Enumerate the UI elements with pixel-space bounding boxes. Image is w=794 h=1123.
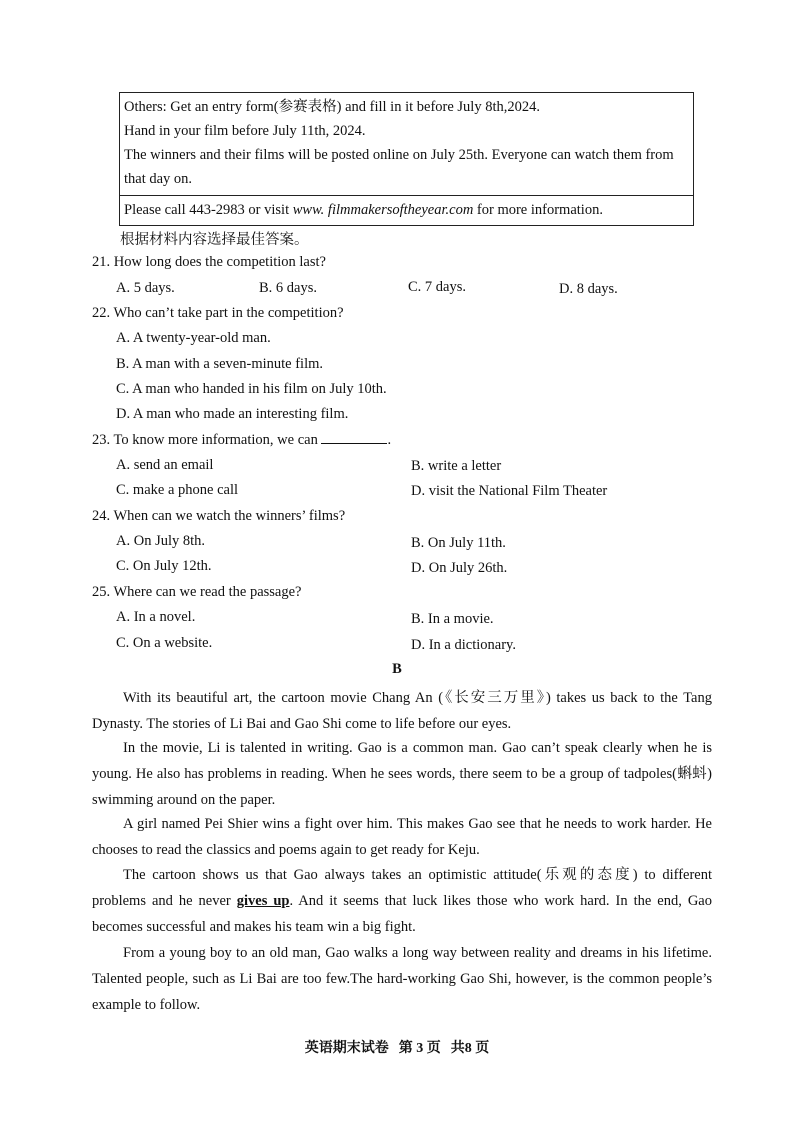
- q24-option-c: C. On July 12th.: [116, 558, 212, 574]
- q23-option-c: C. make a phone call: [116, 482, 238, 498]
- q21-option-d: D. 8 days.: [559, 281, 618, 297]
- passage-paragraph-1: With its beautiful art, the cartoon movie Chang An (《长安三万里》) takes us back to the Tang Dynasty. The stories of Li Bai and Gao Shi come to life before our eyes.: [92, 690, 712, 732]
- para4-text-after: . And it seems that luck likes those who work hard. In the end, Gao becomes successful and makes his team win a big fight.: [92, 893, 712, 935]
- q25-option-c: C. On a website.: [116, 635, 213, 651]
- q22-option-c: C. A man who handed in his film on July 10th.: [116, 381, 387, 397]
- q24-option-b: B. On July 11th.: [411, 535, 506, 551]
- notice-line-hand-in: Hand in your film before July 11th, 2024.: [124, 123, 366, 139]
- section-b-heading: B: [392, 661, 402, 677]
- q23-option-b: B. write a letter: [411, 458, 502, 474]
- q21-option-c: C. 7 days.: [408, 279, 466, 295]
- q23-stem-text: 23. To know more information, we can: [92, 432, 322, 448]
- q25-option-b: B. In a movie.: [411, 611, 494, 627]
- q22-option-d: D. A man who made an interesting film.: [116, 406, 349, 422]
- contact-prefix: Please call 443-2983 or visit: [124, 202, 293, 218]
- contact-suffix: for more information.: [473, 202, 603, 218]
- footer-total-pages: 共8 页: [450, 1041, 490, 1056]
- passage-paragraph-3: A girl named Pei Shier wins a fight over him. This makes Gao see that he needs to work harder. He chooses to read the classics and poems again to get ready for Keju.: [92, 816, 712, 858]
- q25-option-a: A. In a novel.: [116, 609, 196, 625]
- notice-contact: [120, 195, 693, 225]
- question-24-stem: 24. When can we watch the winners’ films?: [92, 508, 346, 524]
- page-footer: [0, 1037, 794, 1057]
- question-22-stem: 22. Who can’t take part in the competition?: [92, 305, 344, 321]
- question-25-stem: 25. Where can we read the passage?: [92, 584, 302, 600]
- q22-option-b: B. A man with a seven-minute film.: [116, 356, 324, 372]
- passage-paragraph-4: [92, 862, 712, 940]
- q23-answer-blank: [321, 431, 387, 444]
- notice-details: [120, 93, 693, 195]
- question-23-stem: [92, 431, 391, 449]
- notice-box: [119, 92, 694, 226]
- q23-option-a: A. send an email: [116, 457, 214, 473]
- contact-url: www. filmmakersoftheyear.com: [292, 202, 474, 218]
- passage-paragraph-2: In the movie, Li is talented in writing. Gao is a common man. Gao can’t speak clearly when he is young. He also has problems in reading. When he sees words, there seem to be a group of tadpoles(蝌蚪) swimming around on the paper.: [92, 740, 712, 808]
- para4-text-before: The cartoon shows us that Gao always takes an optimistic attitude(乐观的态度) to different problems and he never: [92, 867, 712, 909]
- q22-option-a: A. A twenty-year-old man.: [116, 330, 271, 346]
- footer-page-number: 第 3 页: [398, 1041, 441, 1056]
- notice-line-entry-form: Others: Get an entry form(参赛表格) and fill in it before July 8th,2024.: [124, 99, 540, 115]
- q24-option-a: A. On July 8th.: [116, 533, 206, 549]
- question-21-stem: 21. How long does the competition last?: [92, 254, 326, 270]
- q23-option-d: D. visit the National Film Theater: [411, 483, 608, 499]
- q23-stem-period: .: [387, 432, 392, 448]
- q25-option-d: D. In a dictionary.: [411, 637, 516, 653]
- instruction: 根据材料内容选择最佳答案。: [120, 232, 309, 248]
- notice-line-winners: The winners and their films will be posted online on July 25th. Everyone can watch them from that day on.: [124, 147, 674, 187]
- q21-option-a: A. 5 days.: [116, 280, 175, 296]
- q21-option-b: B. 6 days.: [259, 280, 317, 296]
- q24-option-d: D. On July 26th.: [411, 560, 508, 576]
- footer-exam-title: 英语期末试卷: [304, 1041, 389, 1056]
- passage-paragraph-5: From a young boy to an old man, Gao walks a long way between reality and dreams in his lifetime. Talented people, such as Li Bai are too few.The hard-working Gao Shi, however, is the common people’s example to follow.: [92, 945, 712, 1013]
- underlined-phrase-gives-up: gives up: [236, 893, 290, 909]
